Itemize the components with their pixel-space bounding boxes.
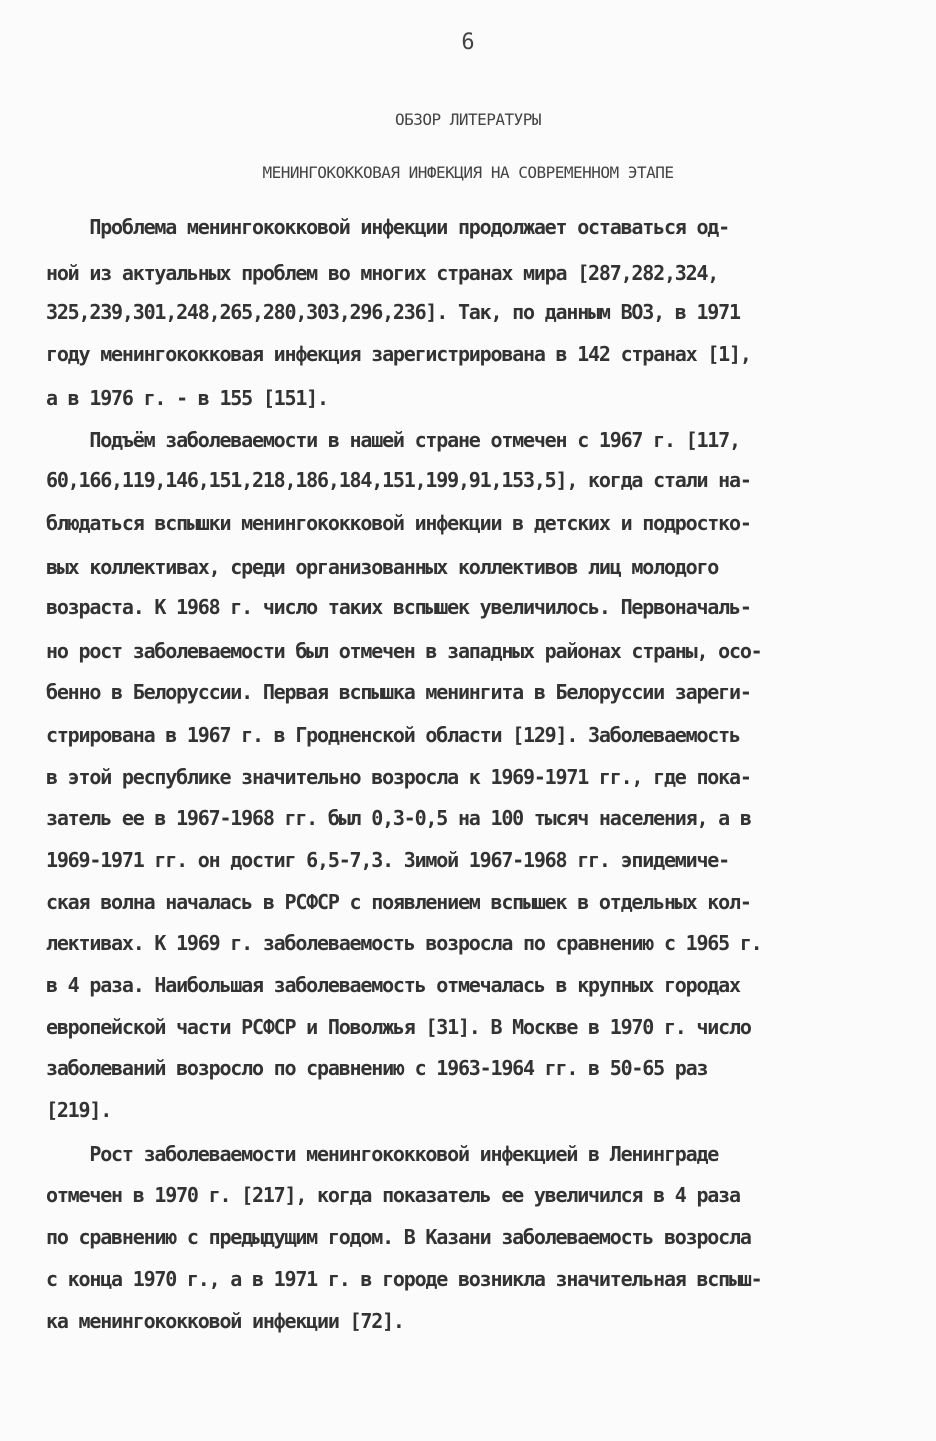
text-line: возраста. К 1968 г. число таких вспышек увеличилось. Первоначаль- [46, 595, 751, 619]
text-line: Рост заболеваемости менингококковой инфекцией в Ленинграде [46, 1142, 719, 1166]
text-line: вых коллективах, среди организованных коллективов лиц молодого [46, 555, 719, 579]
text-line: стрирована в 1967 г. в Гродненской области [129]. Заболеваемость [46, 723, 740, 747]
section-title: ОБЗОР ЛИТЕРАТУРЫ [394, 110, 542, 129]
section-subtitle: МЕНИНГОКОККОВАЯ ИНФЕКЦИЯ НА СОВРЕМЕННОМ ЭТАПЕ [262, 163, 674, 182]
text-line: лективах. К 1969 г. заболеваемость возросла по сравнению с 1965 г. [46, 931, 762, 955]
text-line: а в 1976 г. - в 155 [151]. [46, 386, 328, 410]
text-line: 1969-1971 гг. он достиг 6,5-7,3. Зимой 1967-1968 гг. эпидемиче- [46, 848, 729, 872]
text-line: бенно в Белоруссии. Первая вспышка менингита в Белоруссии зареги- [46, 680, 751, 704]
text-line: отмечен в 1970 г. [217], когда показатель ее увеличился в 4 раза [46, 1183, 740, 1207]
text-line: [219]. [46, 1098, 112, 1122]
text-line: 325,239,301,248,265,280,303,296,236]. Так, по данным ВОЗ, в 1971 [46, 300, 740, 324]
text-line: блюдаться вспышки менингококковой инфекции в детских и подростко- [46, 511, 751, 535]
text-line: Подъём заболеваемости в нашей стране отмечен с 1967 г. [117, [46, 428, 740, 452]
text-line: в этой республике значительно возросла к 1969-1971 гг., где пока- [46, 765, 751, 789]
text-line: затель ее в 1967-1968 гг. был 0,3-0,5 на 100 тысяч населения, а в [46, 806, 751, 830]
text-line: ной из актуальных проблем во многих странах мира [287,282,324, [46, 261, 719, 285]
text-line: 60,166,119,146,151,218,186,184,151,199,91,153,5], когда стали на- [46, 468, 751, 492]
text-line: с конца 1970 г., а в 1971 г. в городе возникла значительная вспыш- [46, 1267, 762, 1291]
text-line: по сравнению с предыдущим годом. В Казани заболеваемость возросла [46, 1225, 751, 1249]
text-line: Проблема менингококковой инфекции продолжает оставаться од- [46, 215, 729, 239]
page-number: 6 [461, 30, 475, 55]
text-line: ка менингококковой инфекции [72]. [46, 1309, 404, 1333]
text-line: году менингококковая инфекция зарегистрирована в 142 странах [1], [46, 342, 751, 366]
text-line: заболеваний возросло по сравнению с 1963-1964 гг. в 50-65 раз [46, 1056, 708, 1080]
text-line: ская волна началась в РСФСР с появлением вспышек в отдельных кол- [46, 890, 751, 914]
text-line: европейской части РСФСР и Поволжья [31]. В Москве в 1970 г. число [46, 1015, 751, 1039]
text-line: в 4 раза. Наибольшая заболеваемость отмечалась в крупных городах [46, 973, 740, 997]
text-line: но рост заболеваемости был отмечен в западных районах страны, осо- [46, 639, 762, 663]
